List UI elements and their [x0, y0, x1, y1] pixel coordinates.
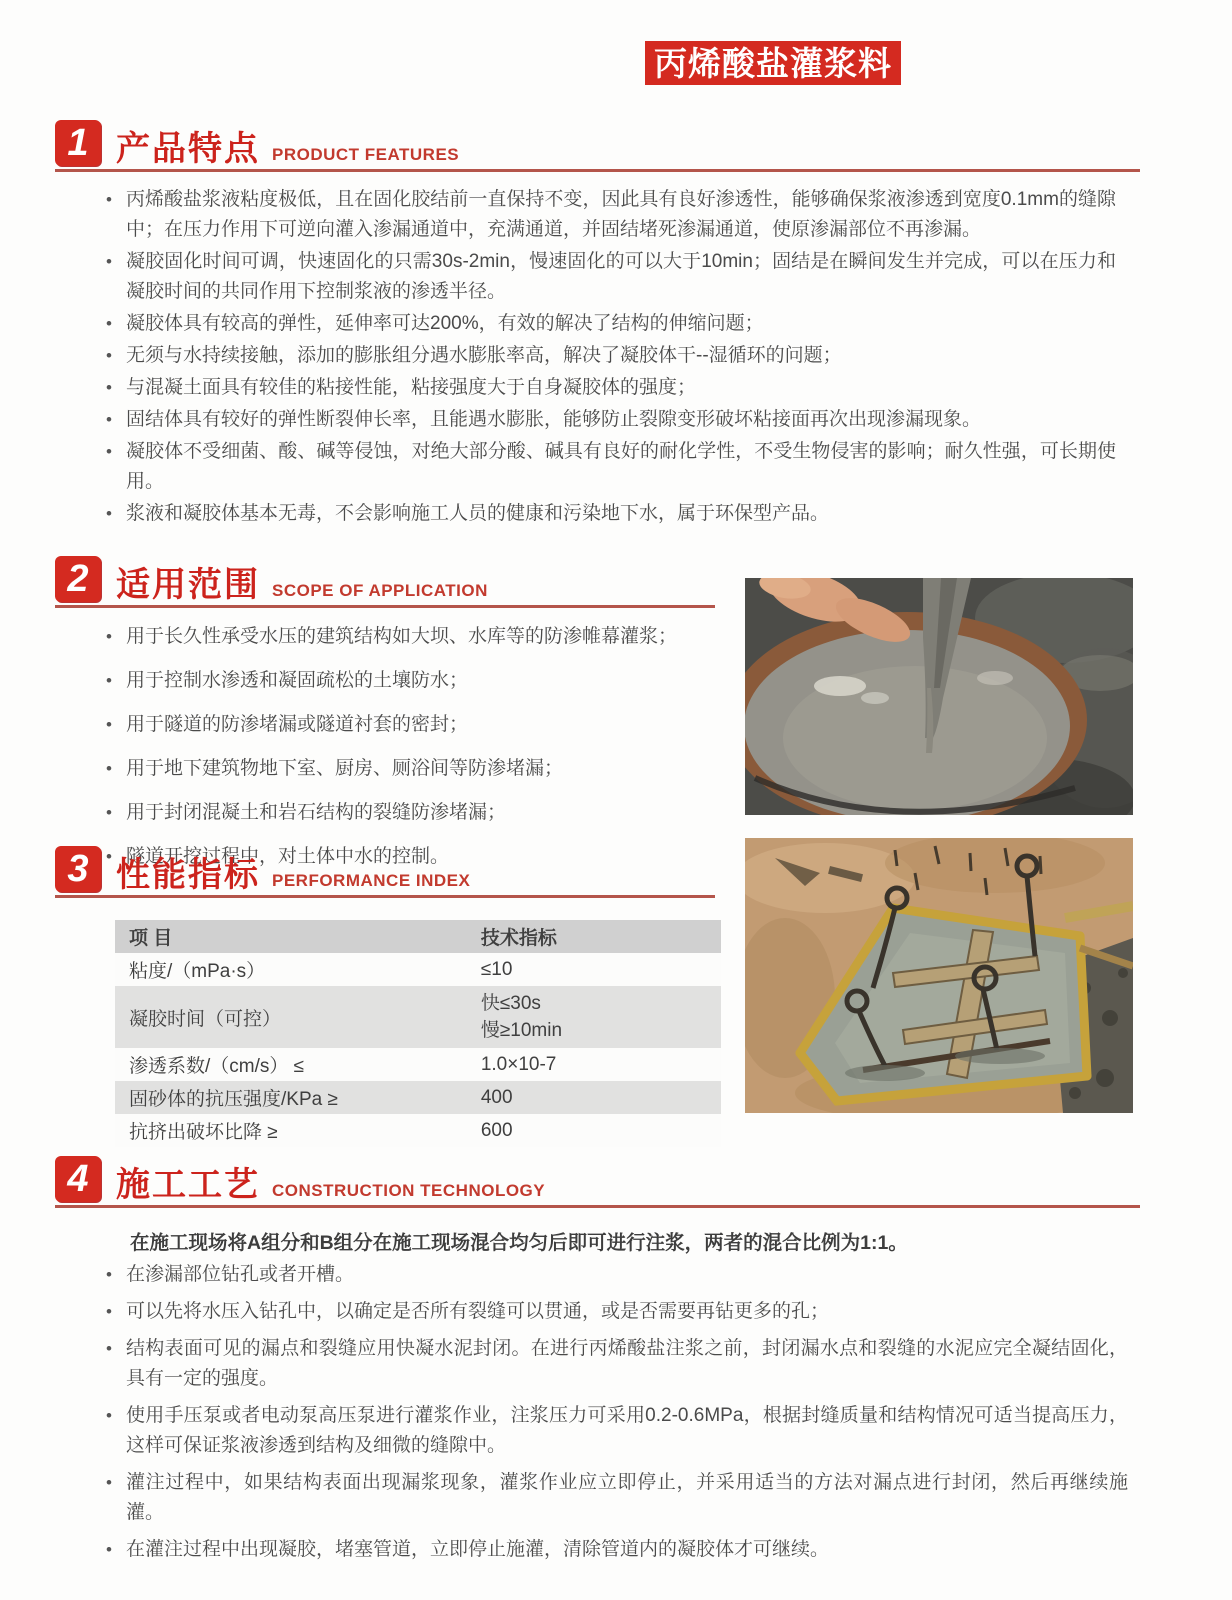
feature-list: [98, 185, 1116, 531]
list-item: • 凝胶体不受细菌、酸、碱等侵蚀，对绝大部分酸、碱具有良好的耐化学性，不受生物侵害的影响；耐久性强，可长期使用。: [98, 437, 1116, 497]
table-cell-item: 粘度/（mPa·s）: [129, 961, 266, 982]
list-item: • 用于地下建筑物地下室、厨房、厕浴间等防渗堵漏；: [98, 754, 728, 784]
table-header-cell: 技术指标: [480, 928, 557, 949]
table-cell-value: [467, 986, 721, 1048]
list-item: • 与混凝土面具有较佳的粘接性能，粘接强度大于自身凝胶体的强度；: [98, 373, 1116, 403]
list-item: • 灌注过程中，如果结构表面出现漏浆现象，灌浆作业应立即停止，并采用适当的方法对漏点进行封闭，然后再继续施灌。: [98, 1468, 1128, 1528]
list-item: • 在渗漏部位钻孔或者开槽。: [98, 1260, 1128, 1290]
section-number-badge: 4: [55, 1156, 101, 1202]
section-title-zh: 产品特点: [116, 130, 260, 168]
section-header-construction: [55, 1156, 1140, 1208]
section-subtitle-en: PRODUCT FEATURES: [272, 145, 460, 164]
performance-table: [115, 920, 721, 1147]
table-row: [115, 953, 721, 986]
list-item: • 凝胶固化时间可调，快速固化的只需30s-2min，慢速固化的可以大于10min；固结是在瞬间发生并完成，可以在压力和凝胶时间的共同作用下控制浆液的渗透半径。: [98, 247, 1116, 307]
product-title-banner: 丙烯酸盐灌浆料: [645, 41, 901, 85]
construction-list: [98, 1260, 1128, 1572]
table-row: [115, 1048, 721, 1081]
section-subtitle-en: PERFORMANCE INDEX: [272, 871, 471, 890]
section-header-features: [55, 120, 1140, 172]
list-item: • 隧道开挖过程中，对土体中水的控制。: [98, 842, 728, 872]
list-item: • 浆液和凝胶体基本无毒，不会影响施工人员的健康和污染地下水，属于环保型产品。: [98, 499, 1116, 529]
table-header-cell: 项 目: [129, 928, 173, 949]
list-item: • 可以先将水压入钻孔中，以确定是否所有裂缝可以贯通，或是否需要再钻更多的孔；: [98, 1297, 1128, 1327]
table-cell-value: 600: [480, 1119, 513, 1141]
section-header-performance: [55, 846, 715, 898]
list-item: • 无须与水持续接触，添加的膨胀组分遇水膨胀率高，解决了凝胶体干--湿循环的问题；: [98, 341, 1116, 371]
photo-grout-mixing: [745, 578, 1133, 815]
table-cell-item: 凝胶时间（可控）: [129, 1008, 282, 1030]
list-item: • 用于隧道的防渗堵漏或隧道衬套的密封；: [98, 710, 728, 740]
section-subtitle-en: SCOPE OF APPLICATION: [272, 581, 488, 600]
section-title-zh: 施工工艺: [116, 1166, 260, 1204]
section-number-badge: 2: [55, 556, 101, 602]
value-line-fast: 快≤30s: [480, 993, 541, 1014]
list-item: • 用于长久性承受水压的建筑结构如大坝、水库等的防渗帷幕灌浆；: [98, 622, 728, 652]
table-cell-item: 固砂体的抗压强度/KPa ≥: [129, 1089, 338, 1110]
list-item: • 在灌注过程中出现凝胶，堵塞管道，立即停止施灌，清除管道内的凝胶体才可继续。: [98, 1535, 1128, 1565]
table-row: [115, 1114, 721, 1147]
section-number-badge: 1: [55, 120, 101, 166]
list-item: • 用于封闭混凝土和岩石结构的裂缝防渗堵漏；: [98, 798, 728, 828]
section-title-zh: 适用范围: [116, 566, 260, 604]
construction-intro: 在施工现场将A组分和B组分在施工现场混合均匀后即可进行注浆，两者的混合比例为1:1。: [130, 1232, 908, 1254]
table-cell-item: 渗透系数/（cm/s） ≤: [129, 1056, 305, 1077]
table-row: [115, 986, 721, 1048]
table-cell-value: 400: [480, 1086, 513, 1108]
table-cell-value: 1.0×10-7: [480, 1053, 557, 1075]
photo-grout-formwork: [745, 838, 1133, 1113]
list-item: • 凝胶体具有较高的弹性，延伸率可达200%，有效的解决了结构的伸缩问题；: [98, 309, 1116, 339]
table-header-row: [115, 920, 721, 953]
table-cell-item: 抗挤出破坏比降 ≥: [129, 1122, 278, 1143]
table-row: [115, 1081, 721, 1114]
list-item: • 使用手压泵或者电动泵高压泵进行灌浆作业，注浆压力可采用0.2-0.6MPa，根据封缝质量和结构情况可适当提高压力，这样可保证浆液渗透到结构及细微的缝隙中。: [98, 1401, 1128, 1461]
list-item: • 用于控制水渗透和凝固疏松的土壤防水；: [98, 666, 728, 696]
value-line-slow: 慢≥10min: [480, 1020, 563, 1041]
section-subtitle-en: CONSTRUCTION TECHNOLOGY: [272, 1181, 546, 1200]
section-number-badge: 3: [55, 846, 101, 892]
list-item: • 结构表面可见的漏点和裂缝应用快凝水泥封闭。在进行丙烯酸盐注浆之前，封闭漏水点和裂缝的水泥应完全凝结固化，具有一定的强度。: [98, 1334, 1128, 1394]
table-cell-value: ≤10: [480, 958, 513, 980]
list-item: • 丙烯酸盐浆液粘度极低，且在固化胶结前一直保持不变，因此具有良好渗透性，能够确保浆液渗透到宽度0.1mm的缝隙中；在压力作用下可逆向灌入渗漏通道中，充满通道，并固结堵死渗漏通道，使原渗漏部位不再渗漏。: [98, 185, 1116, 245]
list-item: • 固结体具有较好的弹性断裂伸长率，且能遇水膨胀，能够防止裂隙变形破坏粘接面再次出现渗漏现象。: [98, 405, 1116, 435]
section-header-application: [55, 556, 715, 608]
section-title-zh: 性能指标: [116, 856, 260, 894]
